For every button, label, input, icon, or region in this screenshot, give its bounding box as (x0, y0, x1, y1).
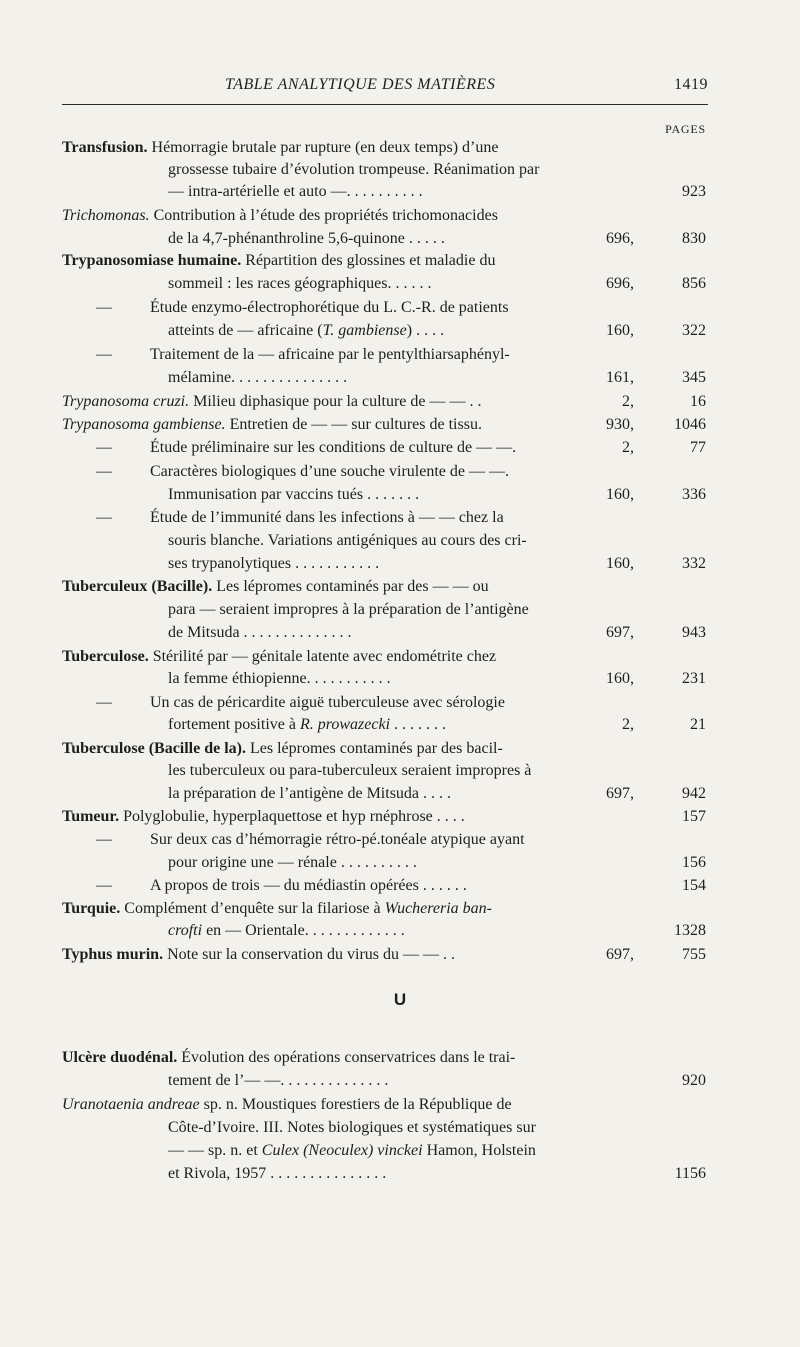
page-reference: 830 (682, 230, 706, 247)
index-line-text: para — seraient impropres à la préparation de l’antigène (168, 601, 529, 618)
index-line (0, 783, 800, 805)
index-line (0, 1094, 800, 1116)
page-reference: 755 (682, 946, 706, 963)
index-line-text: Trypanosomiase humaine. Répartition des glossines et maladie du (62, 252, 496, 269)
index-line-text: Typhus murin. Note sur la conservation du virus du — — . . (62, 946, 456, 963)
page-number: 1419 (674, 76, 708, 93)
index-line-text: A propos de trois — du médiastin opérées . . . . . . (150, 877, 467, 894)
index-line-text: — intra-artérielle et auto —. . . . . . . . . . (168, 183, 423, 200)
page-reference: 332 (682, 555, 706, 572)
index-line (0, 273, 800, 295)
index-line (0, 692, 800, 714)
index-line (0, 944, 800, 966)
index-line (0, 530, 800, 552)
index-line-text: Immunisation par vaccins tués . . . . . . . (168, 486, 420, 503)
index-line (0, 391, 800, 413)
pages-column-label: PAGES (665, 122, 706, 136)
index-line (0, 414, 800, 436)
index-line (0, 760, 800, 782)
index-line (0, 875, 800, 897)
index-line-text: la préparation de l’antigène de Mitsuda . . . . (168, 785, 452, 802)
page-reference: 154 (682, 877, 706, 894)
index-line (0, 461, 800, 483)
volume-number: 696, (606, 275, 634, 292)
repeat-dash: — (96, 463, 112, 480)
index-line (0, 622, 800, 644)
page-reference: 1046 (674, 416, 706, 433)
page-reference: 942 (682, 785, 706, 802)
index-line-text: — — sp. n. et Culex (Neoculex) vinckei Hamon, Holstein (168, 1142, 536, 1159)
index-line-text: Côte-d’Ivoire. III. Notes biologiques et systématiques sur (168, 1119, 536, 1136)
index-line-text: les tuberculeux ou para-tuberculeux seraient impropres à (168, 762, 532, 779)
page-reference: 923 (682, 183, 706, 200)
index-line-text: fortement positive à R. prowazecki . . . . . . . (168, 716, 447, 733)
index-line (0, 320, 800, 342)
volume-number: 697, (606, 785, 634, 802)
repeat-dash: — (96, 831, 112, 848)
index-line (0, 1117, 800, 1139)
index-line (0, 920, 800, 942)
page-reference: 345 (682, 369, 706, 386)
section-letter: U (393, 990, 407, 1009)
index-line-text: Étude enzymo-électrophorétique du L. C.-R. de patients (150, 299, 509, 316)
index-line (0, 576, 800, 598)
index-line-text: Traitement de la — africaine par le pentylthiarsaphényl- (150, 346, 510, 363)
index-line (0, 1140, 800, 1162)
index-line-text: sommeil : les races géographiques. . . . . . (168, 275, 432, 292)
volume-number: 2, (622, 716, 634, 733)
index-line (0, 852, 800, 874)
repeat-dash: — (96, 346, 112, 363)
repeat-dash: — (96, 509, 112, 526)
volume-number: 930, (606, 416, 634, 433)
index-line (0, 507, 800, 529)
index-line-text: ses trypanolytiques . . . . . . . . . . . (168, 555, 380, 572)
volume-number: 697, (606, 624, 634, 641)
index-line-text: de Mitsuda . . . . . . . . . . . . . . (168, 624, 352, 641)
volume-number: 696, (606, 230, 634, 247)
index-line-text: pour origine une — rénale . . . . . . . . . . (168, 854, 417, 871)
index-line-text: Sur deux cas d’hémorragie rétro-pé.tonéale atypique ayant (150, 831, 525, 848)
index-line (0, 1070, 800, 1092)
index-line (0, 806, 800, 828)
page-reference: 231 (682, 670, 706, 687)
index-line (0, 205, 800, 227)
repeat-dash: — (96, 439, 112, 456)
index-line-text: et Rivola, 1957 . . . . . . . . . . . . . . . (168, 1165, 387, 1182)
index-line (0, 344, 800, 366)
index-line-text: Trypanosoma gambiense. Entretien de — — sur cultures de tissu. (62, 416, 482, 433)
index-line (0, 738, 800, 760)
index-line-text: Caractères biologiques d’une souche virulente de — —. (150, 463, 509, 480)
page-reference: 943 (682, 624, 706, 641)
index-line-text: Uranotaenia andreae sp. n. Moustiques forestiers de la République de (62, 1096, 512, 1113)
volume-number: 697, (606, 946, 634, 963)
index-line (0, 553, 800, 575)
index-line-text: grossesse tubaire d’évolution trompeuse. Réanimation par (168, 161, 540, 178)
index-line-text: tement de l’— —. . . . . . . . . . . . . . (168, 1072, 389, 1089)
page-reference: 77 (690, 439, 706, 456)
volume-number: 160, (606, 322, 634, 339)
page-reference: 1328 (674, 922, 706, 939)
page-reference: 16 (690, 393, 706, 410)
index-line (0, 250, 800, 272)
index-line-text: Un cas de péricardite aiguë tuberculeuse avec sérologie (150, 694, 505, 711)
index-line (0, 714, 800, 736)
index-line-text: Trypanosoma cruzi. Milieu diphasique pour la culture de — — . . (62, 393, 482, 410)
page-reference: 157 (682, 808, 706, 825)
repeat-dash: — (96, 877, 112, 894)
volume-number: 160, (606, 555, 634, 572)
index-line-text: de la 4,7-phénanthroline 5,6-quinone . . . . . (168, 230, 445, 247)
index-line (0, 484, 800, 506)
index-line-text: Étude de l’immunité dans les infections à — — chez la (150, 509, 504, 526)
page-reference: 1156 (674, 1165, 706, 1182)
index-line (0, 159, 800, 181)
page-reference: 322 (682, 322, 706, 339)
repeat-dash: — (96, 694, 112, 711)
page-reference: 920 (682, 1072, 706, 1089)
index-line-text: Tuberculeux (Bacille). Les lépromes contaminés par des — — ou (62, 578, 489, 595)
index-line-text: Tumeur. Polyglobulie, hyperplaquettose et hyp rnéphrose . . . . (62, 808, 465, 825)
index-line (0, 646, 800, 668)
volume-number: 161, (606, 369, 634, 386)
volume-number: 160, (606, 670, 634, 687)
index-line-text: Ulcère duodénal. Évolution des opérations conservatrices dans le trai- (62, 1049, 516, 1066)
index-line (0, 1163, 800, 1185)
page-reference: 336 (682, 486, 706, 503)
index-line-text: atteints de — africaine (T. gambiense) . . . . (168, 322, 445, 339)
index-line-text: Tuberculose (Bacille de la). Les lépromes contaminés par des bacil- (62, 740, 503, 757)
index-line (0, 137, 800, 159)
index-line (0, 437, 800, 459)
index-line-text: souris blanche. Variations antigéniques au cours des cri- (168, 532, 527, 549)
index-line-text: la femme éthiopienne. . . . . . . . . . . (168, 670, 391, 687)
index-line-text: crofti en — Orientale. . . . . . . . . . . . . (168, 922, 405, 939)
index-line-text: Turquie. Complément d’enquête sur la filariose à Wuchereria ban- (62, 900, 493, 917)
index-line (0, 367, 800, 389)
index-line-text: Trichomonas. Contribution à l’étude des propriétés trichomonacides (62, 207, 498, 224)
index-line (0, 228, 800, 250)
page-reference: 156 (682, 854, 706, 871)
volume-number: 2, (622, 393, 634, 410)
index-line (0, 829, 800, 851)
repeat-dash: — (96, 299, 112, 316)
index-line-text: Transfusion. Hémorragie brutale par rupture (en deux temps) d’une (62, 139, 499, 156)
volume-number: 160, (606, 486, 634, 503)
index-line-text: mélamine. . . . . . . . . . . . . . . (168, 369, 348, 386)
index-line (0, 599, 800, 621)
volume-number: 2, (622, 439, 634, 456)
index-line-text: Tuberculose. Stérilité par — génitale latente avec endométrite chez (62, 648, 497, 665)
index-line (0, 181, 800, 203)
index-line (0, 898, 800, 920)
page-reference: 856 (682, 275, 706, 292)
running-title: TABLE ANALYTIQUE DES MATIÈRES (225, 76, 496, 93)
header-rule (62, 104, 708, 105)
index-line (0, 1047, 800, 1069)
index-line-text: Étude préliminaire sur les conditions de culture de — —. (150, 439, 517, 456)
index-line (0, 668, 800, 690)
index-line (0, 297, 800, 319)
page-reference: 21 (690, 716, 706, 733)
